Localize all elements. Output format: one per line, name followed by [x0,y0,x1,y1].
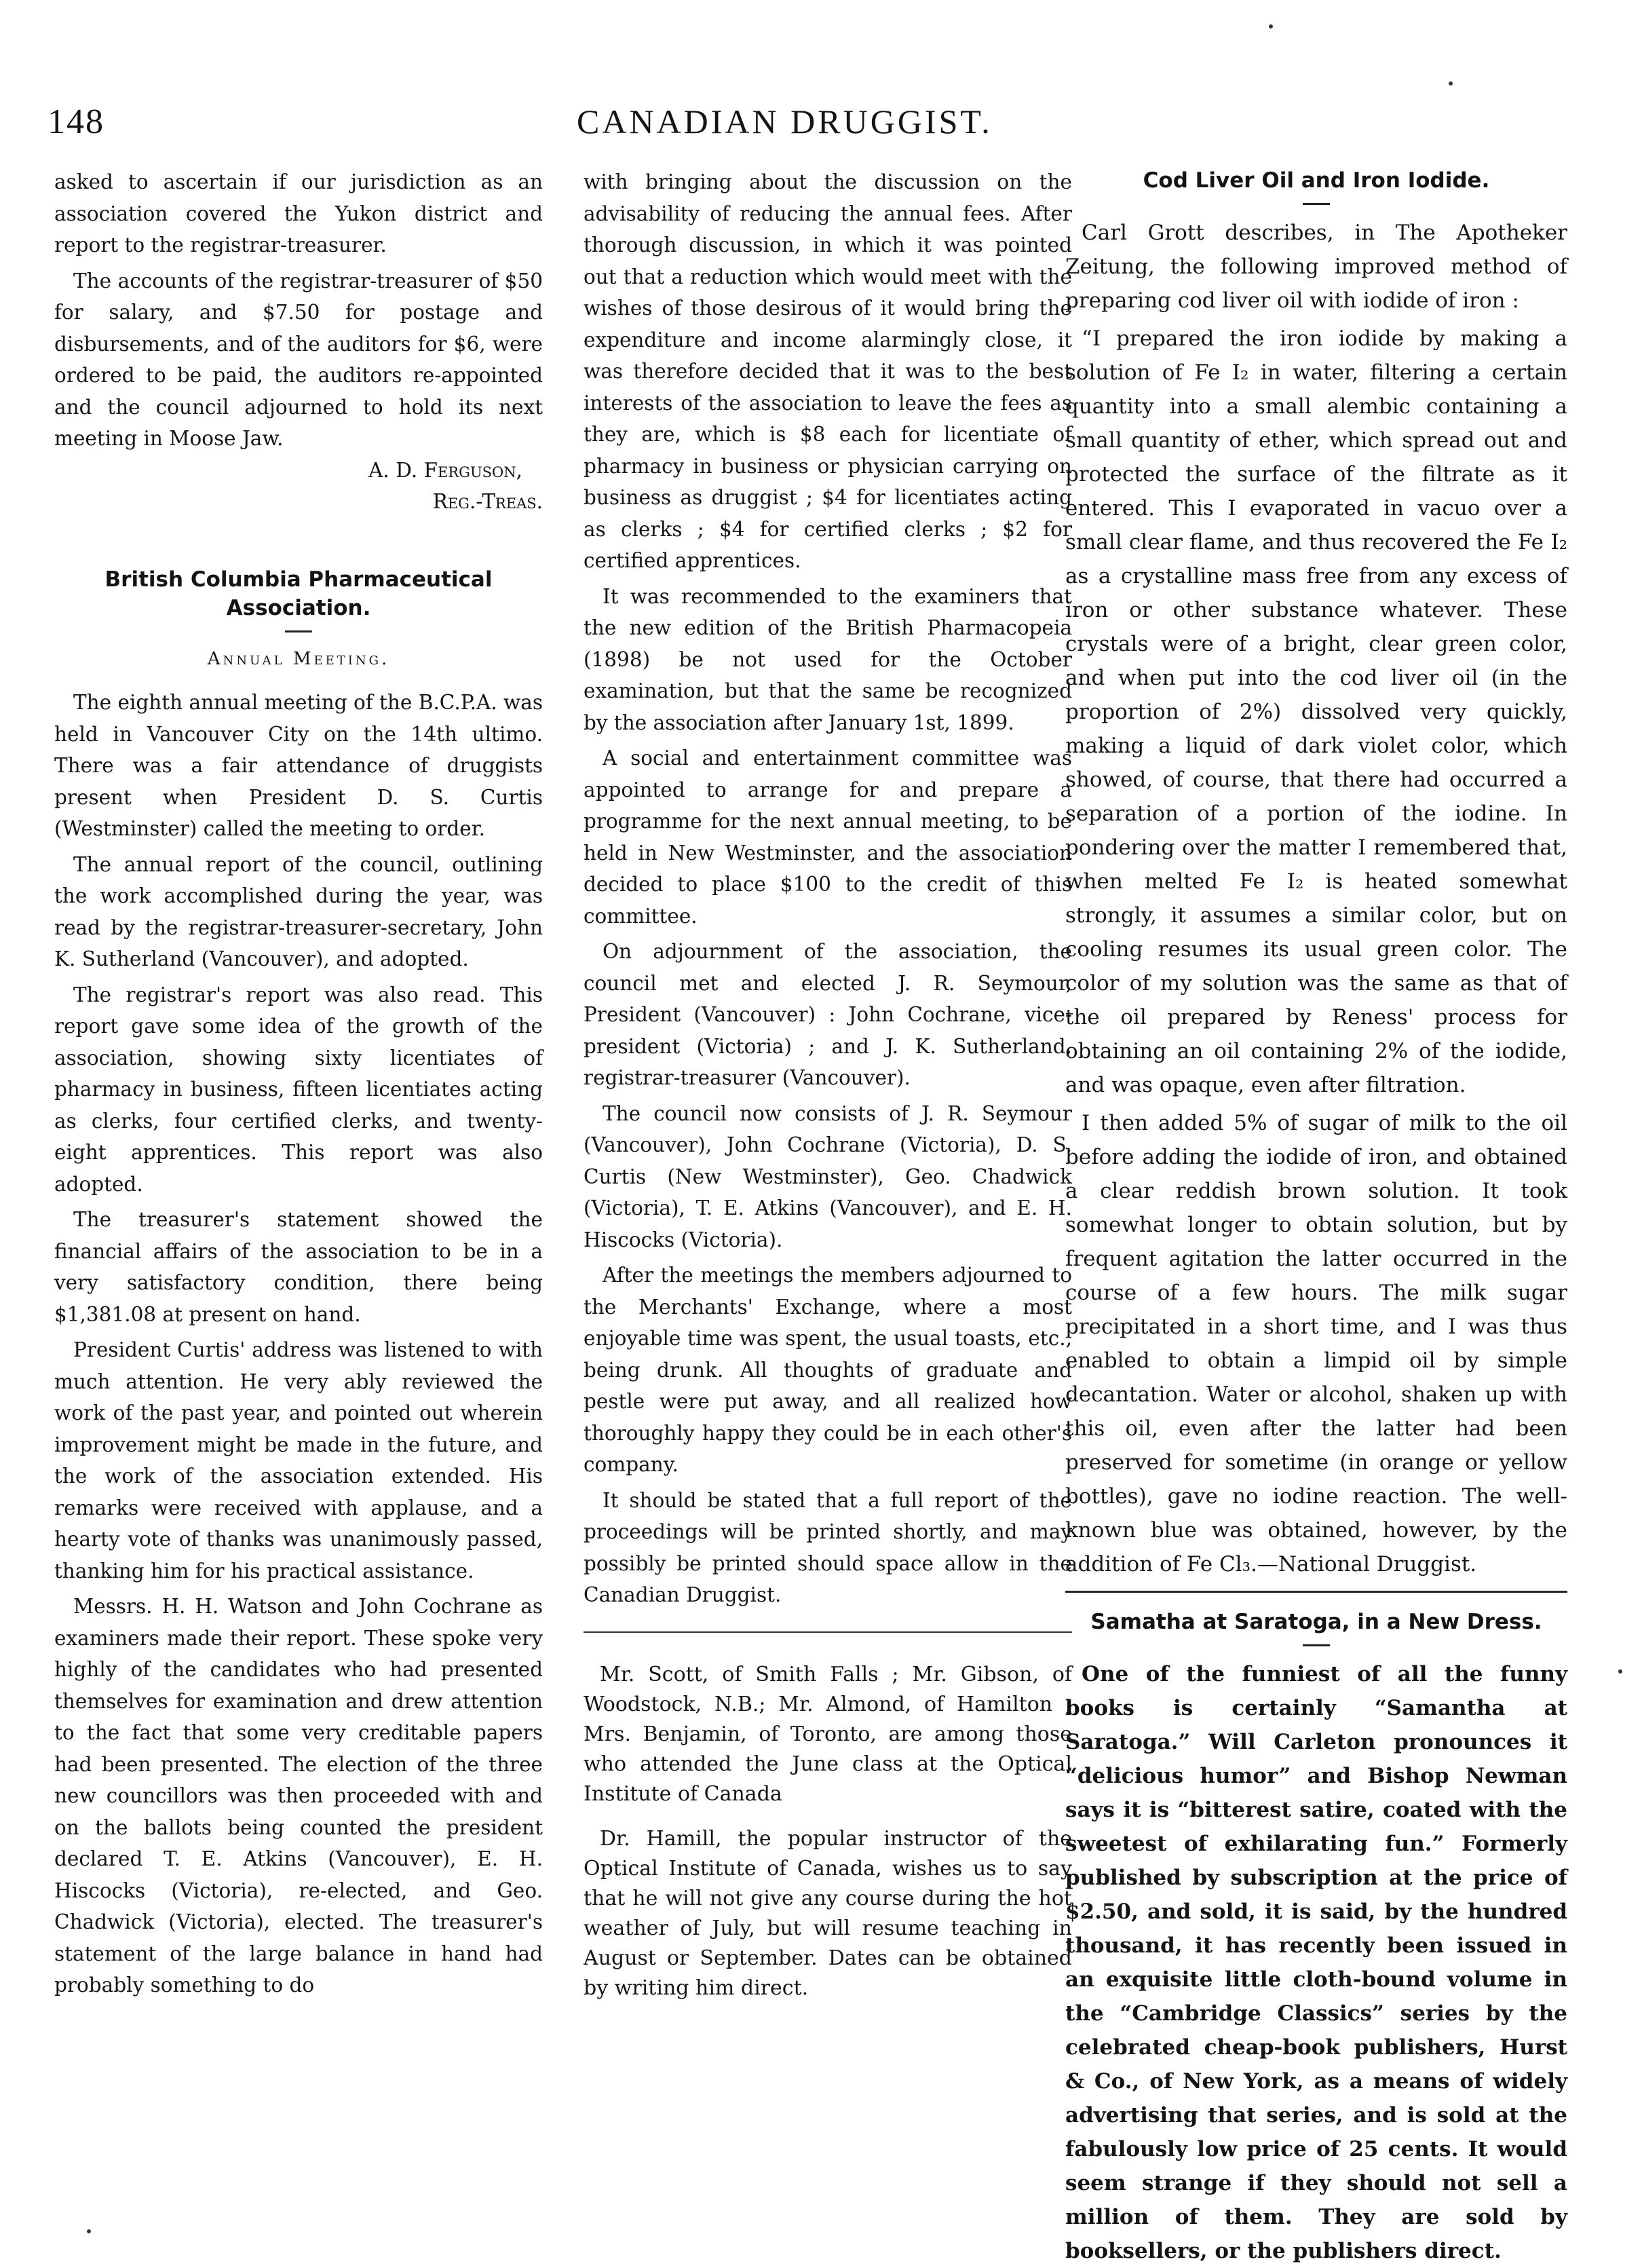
bc-association-heading: British Columbia Pharmaceutical Association. [104,567,493,620]
column-2 [584,166,1072,2003]
column-3 [1065,166,1567,2268]
heading-rule [1303,203,1330,205]
paragraph: The annual report of the council, outlining the work accomplished during the year, was read by the registrar-treasurer-secretary, John K. Sutherland (Vancouver), and adopted. [54,852,543,970]
running-head [47,102,1595,163]
paragraph: The accounts of the registrar-treasurer of $50 for salary, and $7.50 for postage and disbursements, and of the auditors for $6, were ordered to be paid, the auditors re-appointed and the council adjourned to hold its next meeting in Moose Jaw. [54,269,543,450]
signature [54,455,543,518]
speck-mark [1449,81,1453,86]
signature-title: Reg.-Treas. [432,490,543,513]
paragraph: After the meetings the members adjourned to the Merchants' Exchange, where a most enjoyable time was spent, the usual toasts, etc., being drunk. All thoughts of graduate and pestle were put away, and all realized how thoroughly happy they could be in each other's company. [584,1264,1072,1476]
cod-liver-oil-article [1065,216,1567,1581]
section-rule [584,1631,1072,1633]
optical-institute-notices [584,1660,1072,2003]
column-1 [54,166,543,2001]
paragraph: The registrar's report was also read. This report gave some idea of the growth of the association, showing sixty licentiates of pharmacy in business, fifteen licentiates acting as clerks, four certified clerks, and twenty-eight apprentices. This report was also adopted. [54,983,543,1196]
paragraph: Carl Grott describes, in The Apotheker Zeitung, the following improved method of preparing cod liver oil with iodide of iron : [1065,221,1567,313]
journal-title: CANADIAN DRUGGIST. [577,102,993,140]
paragraph: I then added 5% of sugar of milk to the oil before adding the iodide of iron, and obtained a clear reddish brown solution. It took somewhat longer to obtain solution, but by frequent agitation the latter occurred in the course of a few hours. The milk sugar precipitated in a short time, and I was thus enabled to obtain a limpid oil by simple decantation. Water or alcohol, shaken up with this oil, even after the latter had been preserved for sometime (in orange or yellow bottles), gave no iodine reaction. The well-known blue was obtained, however, by the addition of Fe Cl₃.—National Druggist. [1065,1111,1567,1576]
page-number: 148 [47,102,104,141]
paragraph: It was recommended to the examiners that the new edition of the British Pharmacopeia (1898) be not used for the October examination, but that the same be recognized by the association after January 1st, 1899. [584,584,1072,734]
section-rule [1065,1591,1567,1593]
cod-liver-oil-heading: Cod Liver Oil and Iron Iodide. [1143,168,1490,193]
paragraph: A social and entertainment committee was appointed to arrange for and prepare a programme for the next annual meeting, to be held in New Westminster, and the association decided to place $100 to the credit of this committee. [584,746,1072,928]
notice-paragraph: Dr. Hamill, the popular instructor of the Optical Institute of Canada, wishes us to say that he will not give any course during the hot weather of July, but will resume teaching in August or September. Dates can be obtained by writing him direct. [584,1826,1072,2000]
paragraph: The council now consists of J. R. Seymour (Vancouver), John Cochrane (Victoria), D. S. Curtis (New Westminster), Geo. Chadwick (Victoria), T. E. Atkins (Vancouver), and E. H. Hiscocks (Victoria). [584,1101,1072,1251]
paragraph: President Curtis' address was listened to with much attention. He very ably reviewed the work of the past year, and pointed out wherein improvement might be made in the future, and the work of the association extended. His remarks were received with applause, and a hearty vote of thanks was unanimously passed, thanking him for his practical assistance. [54,1338,543,1583]
samantha-article [1065,1657,1567,2268]
paragraph: On adjournment of the association, the council met and elected J. R. Seymour, President (Vancouver) : John Cochrane, vice-president (Victoria) ; and J. K. Sutherland, registrar-treasurer (Vancouver). [584,940,1072,1089]
speck-mark [87,2229,91,2233]
speck-mark [1269,24,1273,29]
signature-name: A. D. Ferguson, [368,458,522,482]
paragraph: with bringing about the discussion on the advisability of reducing the annual fees. After thorough discussion, in which it was pointed out that a reduction which would meet with the wishes of those desirous of it would bring the expenditure and income alarmingly close, it was therefore decided that it was to the best interests of the association to leave the fees as they are, which is $8 each for licentiate of pharmacy in business or physician carrying on business as druggist ; $4 for licentiates acting as clerks ; $4 for certified clerks ; $2 for certified apprentices. [584,170,1072,572]
notice-paragraph: Mr. Scott, of Smith Falls ; Mr. Gibson, of Woodstock, N.B.; Mr. Almond, of Hamilton ; Mrs. Benjamin, of Toronto, are among those who attended the June class at the Optical Institute of Canada [584,1662,1072,1806]
paragraph: It should be stated that a full report of the proceedings will be printed shortly, and may possibly be printed should space allow in the Canadian Druggist. [584,1488,1072,1606]
paragraph: asked to ascertain if our jurisdiction as an association covered the Yukon district and report to the registrar-treasurer. [54,170,543,257]
heading-rule [1303,1644,1330,1646]
samantha-heading: Samatha at Saratoga, in a New Dress. [1090,1610,1542,1634]
heading-rule [285,630,312,632]
paragraph: One of the funniest of all the funny books is certainly “Samantha at Saratoga.” Will Carleton pronounces it “delicious humor” and Bishop Newman says it is “bitterest satire, coated with the sweetest of exhilarating fun.” Formerly published by subscription at the price of $2.50, and sold, it is said, by the hundred thousand, it has recently been issued in an exquisite little cloth-bound volume in the “Cambridge Classics” series by the celebrated cheap-book publishers, Hurst & Co., of New York, as a means of widely advertising that series, and is sold at the fabulously low price of 25 cents. It would seem strange if they should not sell a million of them. They are sold by booksellers, or the publishers direct. [1065,1662,1567,2263]
speck-mark [1618,1669,1622,1674]
paragraph: Messrs. H. H. Watson and John Cochrane as examiners made their report. These spoke very highly of the candidates who had presented themselves for examination and drew attention to the fact that some very creditable papers had been presented. The election of the three new councillors was then proceeded with and on the ballots being counted the president declared T. E. Atkins (Vancouver), E. H. Hiscocks (Victoria), re-elected, and Geo. Chadwick (Victoria), elected. The treasurer's statement of the large balance in hand had probably something to do [54,1595,543,1997]
paragraph: The treasurer's statement showed the financial affairs of the association to be in a very satisfactory condition, there being $1,381.08 at present on hand. [54,1208,543,1326]
paragraph: “I prepared the iron iodide by making a solution of Fe I₂ in water, filtering a certain quantity into a small alembic containing a small quantity of ether, which spread out and protected the surface of the filtrate as it entered. This I evaporated in vacuo over a small clear flame, and thus recovered the Fe I₂ as a crystalline mass free from any excess of iron or other substance whatever. These crystals were of a bright, clear green color, and when put into the cod liver oil (in the proportion of 2%) dissolved very quickly, making a liquid of dark violet color, which showed, of course, that there had occurred a separation of a portion of the iodine. In pondering over the matter I remembered that, when melted Fe I₂ is heated somewhat strongly, it assumes a similar color, but on cooling resumes its usual green color. The color of my solution was the same as that of the oil prepared by Reness' process for obtaining an oil containing 2% of the iodide, and was opaque, even after filtration. [1065,326,1567,1097]
annual-meeting-subheading: Annual Meeting. [207,648,390,669]
paragraph: The eighth annual meeting of the B.C.P.A. was held in Vancouver City on the 14th ultimo. There was a fair attendance of druggists present when President D. S. Curtis (Westminster) called the meeting to order. [54,691,543,840]
